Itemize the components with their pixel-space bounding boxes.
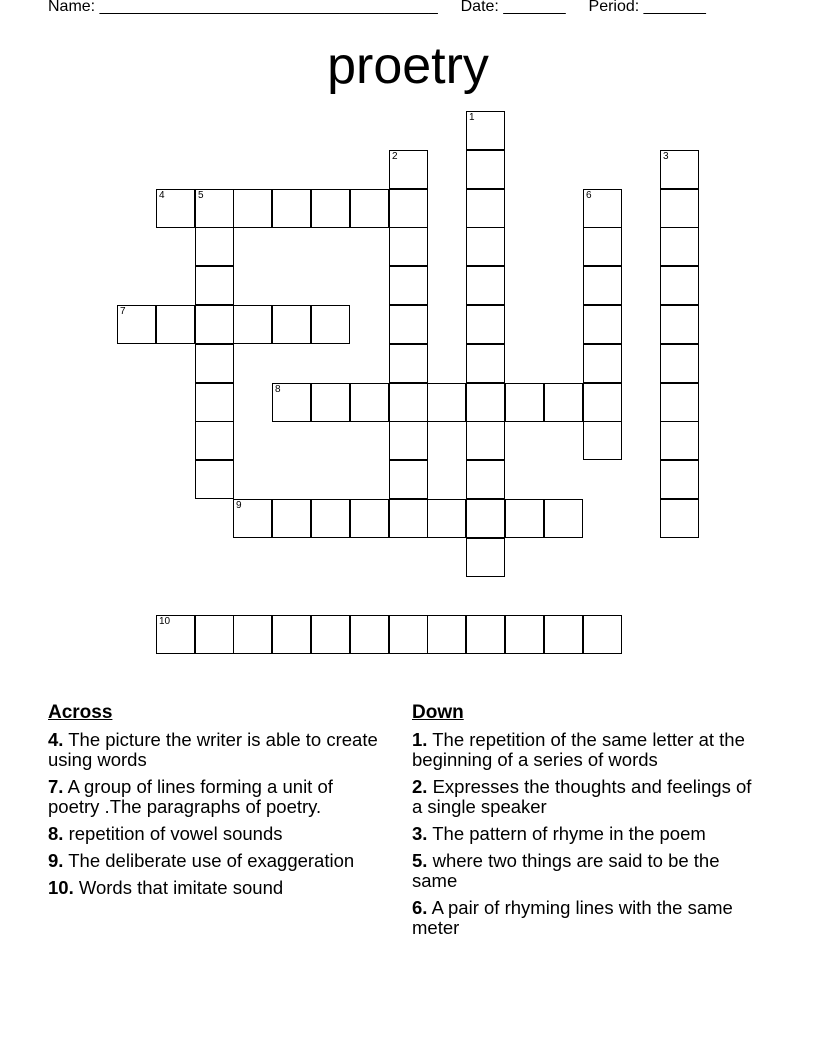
crossword-cell[interactable] — [195, 266, 234, 305]
crossword-cell[interactable] — [389, 460, 428, 499]
crossword-cell[interactable] — [195, 189, 234, 228]
crossword-cell[interactable] — [350, 383, 389, 422]
crossword-cell[interactable] — [195, 460, 234, 499]
clue-number: 5. — [412, 850, 428, 871]
crossword-cell[interactable] — [233, 305, 272, 344]
crossword-cell[interactable] — [583, 615, 622, 654]
crossword-cell[interactable] — [156, 615, 195, 654]
down-clue — [412, 898, 762, 938]
crossword-cell[interactable] — [389, 150, 428, 189]
clue-number: 4 — [159, 190, 165, 201]
crossword-cell[interactable] — [311, 189, 350, 228]
crossword-cell[interactable] — [350, 189, 389, 228]
crossword-cell[interactable] — [233, 499, 272, 538]
crossword-cell[interactable] — [311, 305, 350, 344]
down-clue — [412, 851, 762, 891]
crossword-cell[interactable] — [389, 615, 428, 654]
down-clues — [412, 702, 762, 945]
clue-number: 8 — [275, 384, 281, 395]
crossword-cell[interactable] — [272, 499, 311, 538]
crossword-cell[interactable] — [350, 499, 389, 538]
crossword-cell[interactable] — [660, 227, 699, 266]
crossword-cell[interactable] — [350, 615, 389, 654]
clue-number: 10 — [159, 616, 171, 627]
clue-text: The repetition of the same letter at the beginning of a series of words — [412, 729, 745, 770]
crossword-cell[interactable] — [311, 499, 350, 538]
crossword-cell[interactable] — [117, 305, 156, 344]
crossword-cell[interactable] — [156, 189, 195, 228]
clue-number: 2. — [412, 776, 428, 797]
crossword-cell[interactable] — [583, 344, 622, 383]
crossword-cell[interactable] — [466, 344, 505, 383]
crossword-cell[interactable] — [195, 344, 234, 383]
clue-number: 5 — [198, 190, 204, 201]
crossword-cell[interactable] — [466, 189, 505, 228]
crossword-cell[interactable] — [544, 383, 583, 422]
crossword-cell[interactable] — [505, 383, 544, 422]
across-clue — [48, 824, 388, 844]
crossword-cell[interactable] — [466, 615, 505, 654]
clue-number: 6 — [586, 190, 592, 201]
crossword-cell[interactable] — [505, 499, 544, 538]
crossword-cell[interactable] — [544, 499, 583, 538]
crossword-cell[interactable] — [660, 499, 699, 538]
crossword-cell[interactable] — [660, 266, 699, 305]
crossword-cell[interactable] — [156, 305, 195, 344]
puzzle-title: proetry — [327, 37, 489, 95]
crossword-cell[interactable] — [233, 615, 272, 654]
crossword-cell[interactable] — [466, 460, 505, 499]
crossword-cell[interactable] — [195, 615, 234, 654]
crossword-cell[interactable] — [389, 227, 428, 266]
crossword-cell[interactable] — [272, 383, 311, 422]
down-clue — [412, 730, 762, 770]
crossword-cell[interactable] — [544, 615, 583, 654]
across-clue — [48, 851, 388, 871]
crossword-cell[interactable] — [660, 344, 699, 383]
crossword-cell[interactable] — [466, 227, 505, 266]
crossword-cell[interactable] — [272, 189, 311, 228]
crossword-cell[interactable] — [233, 189, 272, 228]
crossword-cell[interactable] — [427, 383, 466, 422]
crossword-cell[interactable] — [389, 189, 428, 228]
crossword-cell[interactable] — [389, 421, 428, 460]
date-field[interactable]: Date: _______ — [460, 0, 566, 15]
crossword-cell[interactable] — [583, 227, 622, 266]
crossword-cell[interactable] — [272, 615, 311, 654]
clue-text: Words that imitate sound — [78, 877, 284, 898]
down-clue — [412, 777, 762, 817]
across-clue — [48, 878, 388, 898]
clue-number: 3. — [412, 823, 428, 844]
crossword-cell[interactable] — [466, 383, 505, 422]
clue-number: 10. — [48, 877, 74, 898]
crossword-cell[interactable] — [660, 383, 699, 422]
crossword-cell[interactable] — [427, 615, 466, 654]
clue-number: 7. — [48, 776, 64, 797]
crossword-cell[interactable] — [466, 499, 505, 538]
crossword-cell[interactable] — [660, 150, 699, 189]
clue-number: 6. — [412, 897, 428, 918]
crossword-cell[interactable] — [505, 615, 544, 654]
name-field[interactable]: Name: ______________________________________ — [48, 0, 438, 15]
clue-number: 4. — [48, 729, 64, 750]
crossword-cell[interactable] — [583, 189, 622, 228]
clue-text: A pair of rhyming lines with the same meter — [412, 897, 733, 938]
clue-text: The deliberate use of exaggeration — [68, 850, 355, 871]
clue-number: 9. — [48, 850, 64, 871]
clue-number: 8. — [48, 823, 64, 844]
crossword-cell[interactable] — [389, 266, 428, 305]
crossword-cell[interactable] — [583, 266, 622, 305]
crossword-cell[interactable] — [389, 499, 428, 538]
clue-text: The pattern of rhyme in the poem — [432, 823, 706, 844]
crossword-cell[interactable] — [466, 111, 505, 150]
crossword-cell[interactable] — [195, 383, 234, 422]
period-field[interactable]: Period: _______ — [588, 0, 706, 15]
clue-number: 3 — [663, 151, 669, 162]
clue-text: where two things are said to be the same — [412, 850, 720, 891]
across-clues — [48, 702, 388, 905]
clue-text: repetition of vowel sounds — [68, 823, 283, 844]
crossword-cell[interactable] — [272, 305, 311, 344]
clue-number: 9 — [236, 500, 242, 511]
clue-number: 1. — [412, 729, 428, 750]
crossword-cell[interactable] — [660, 305, 699, 344]
crossword-cell[interactable] — [466, 150, 505, 189]
crossword-cell[interactable] — [195, 227, 234, 266]
across-heading: Across — [48, 702, 113, 723]
clue-text: A group of lines forming a unit of poetry .The paragraphs of poetry. — [48, 776, 333, 817]
clue-number: 1 — [469, 112, 475, 123]
crossword-cell[interactable] — [427, 499, 466, 538]
crossword-cell[interactable] — [195, 305, 234, 344]
across-clue — [48, 777, 388, 817]
crossword-cell[interactable] — [583, 305, 622, 344]
crossword-cell[interactable] — [660, 460, 699, 499]
crossword-cell[interactable] — [466, 305, 505, 344]
crossword-cell[interactable] — [660, 421, 699, 460]
crossword-cell[interactable] — [583, 421, 622, 460]
crossword-cell[interactable] — [311, 383, 350, 422]
crossword-cell[interactable] — [583, 383, 622, 422]
crossword-cell[interactable] — [466, 421, 505, 460]
down-clue — [412, 824, 762, 844]
crossword-cell[interactable] — [389, 383, 428, 422]
crossword-cell[interactable] — [466, 266, 505, 305]
crossword-cell[interactable] — [466, 538, 505, 577]
clue-text: Expresses the thoughts and feelings of a single speaker — [412, 776, 752, 817]
across-clue — [48, 730, 388, 770]
down-heading: Down — [412, 702, 464, 723]
crossword-cell[interactable] — [195, 421, 234, 460]
crossword-cell[interactable] — [389, 305, 428, 344]
clue-number: 2 — [392, 151, 398, 162]
clue-text: The picture the writer is able to create using words — [48, 729, 378, 770]
crossword-cell[interactable] — [389, 344, 428, 383]
clue-number: 7 — [120, 306, 126, 317]
crossword-cell[interactable] — [660, 189, 699, 228]
crossword-cell[interactable] — [311, 615, 350, 654]
